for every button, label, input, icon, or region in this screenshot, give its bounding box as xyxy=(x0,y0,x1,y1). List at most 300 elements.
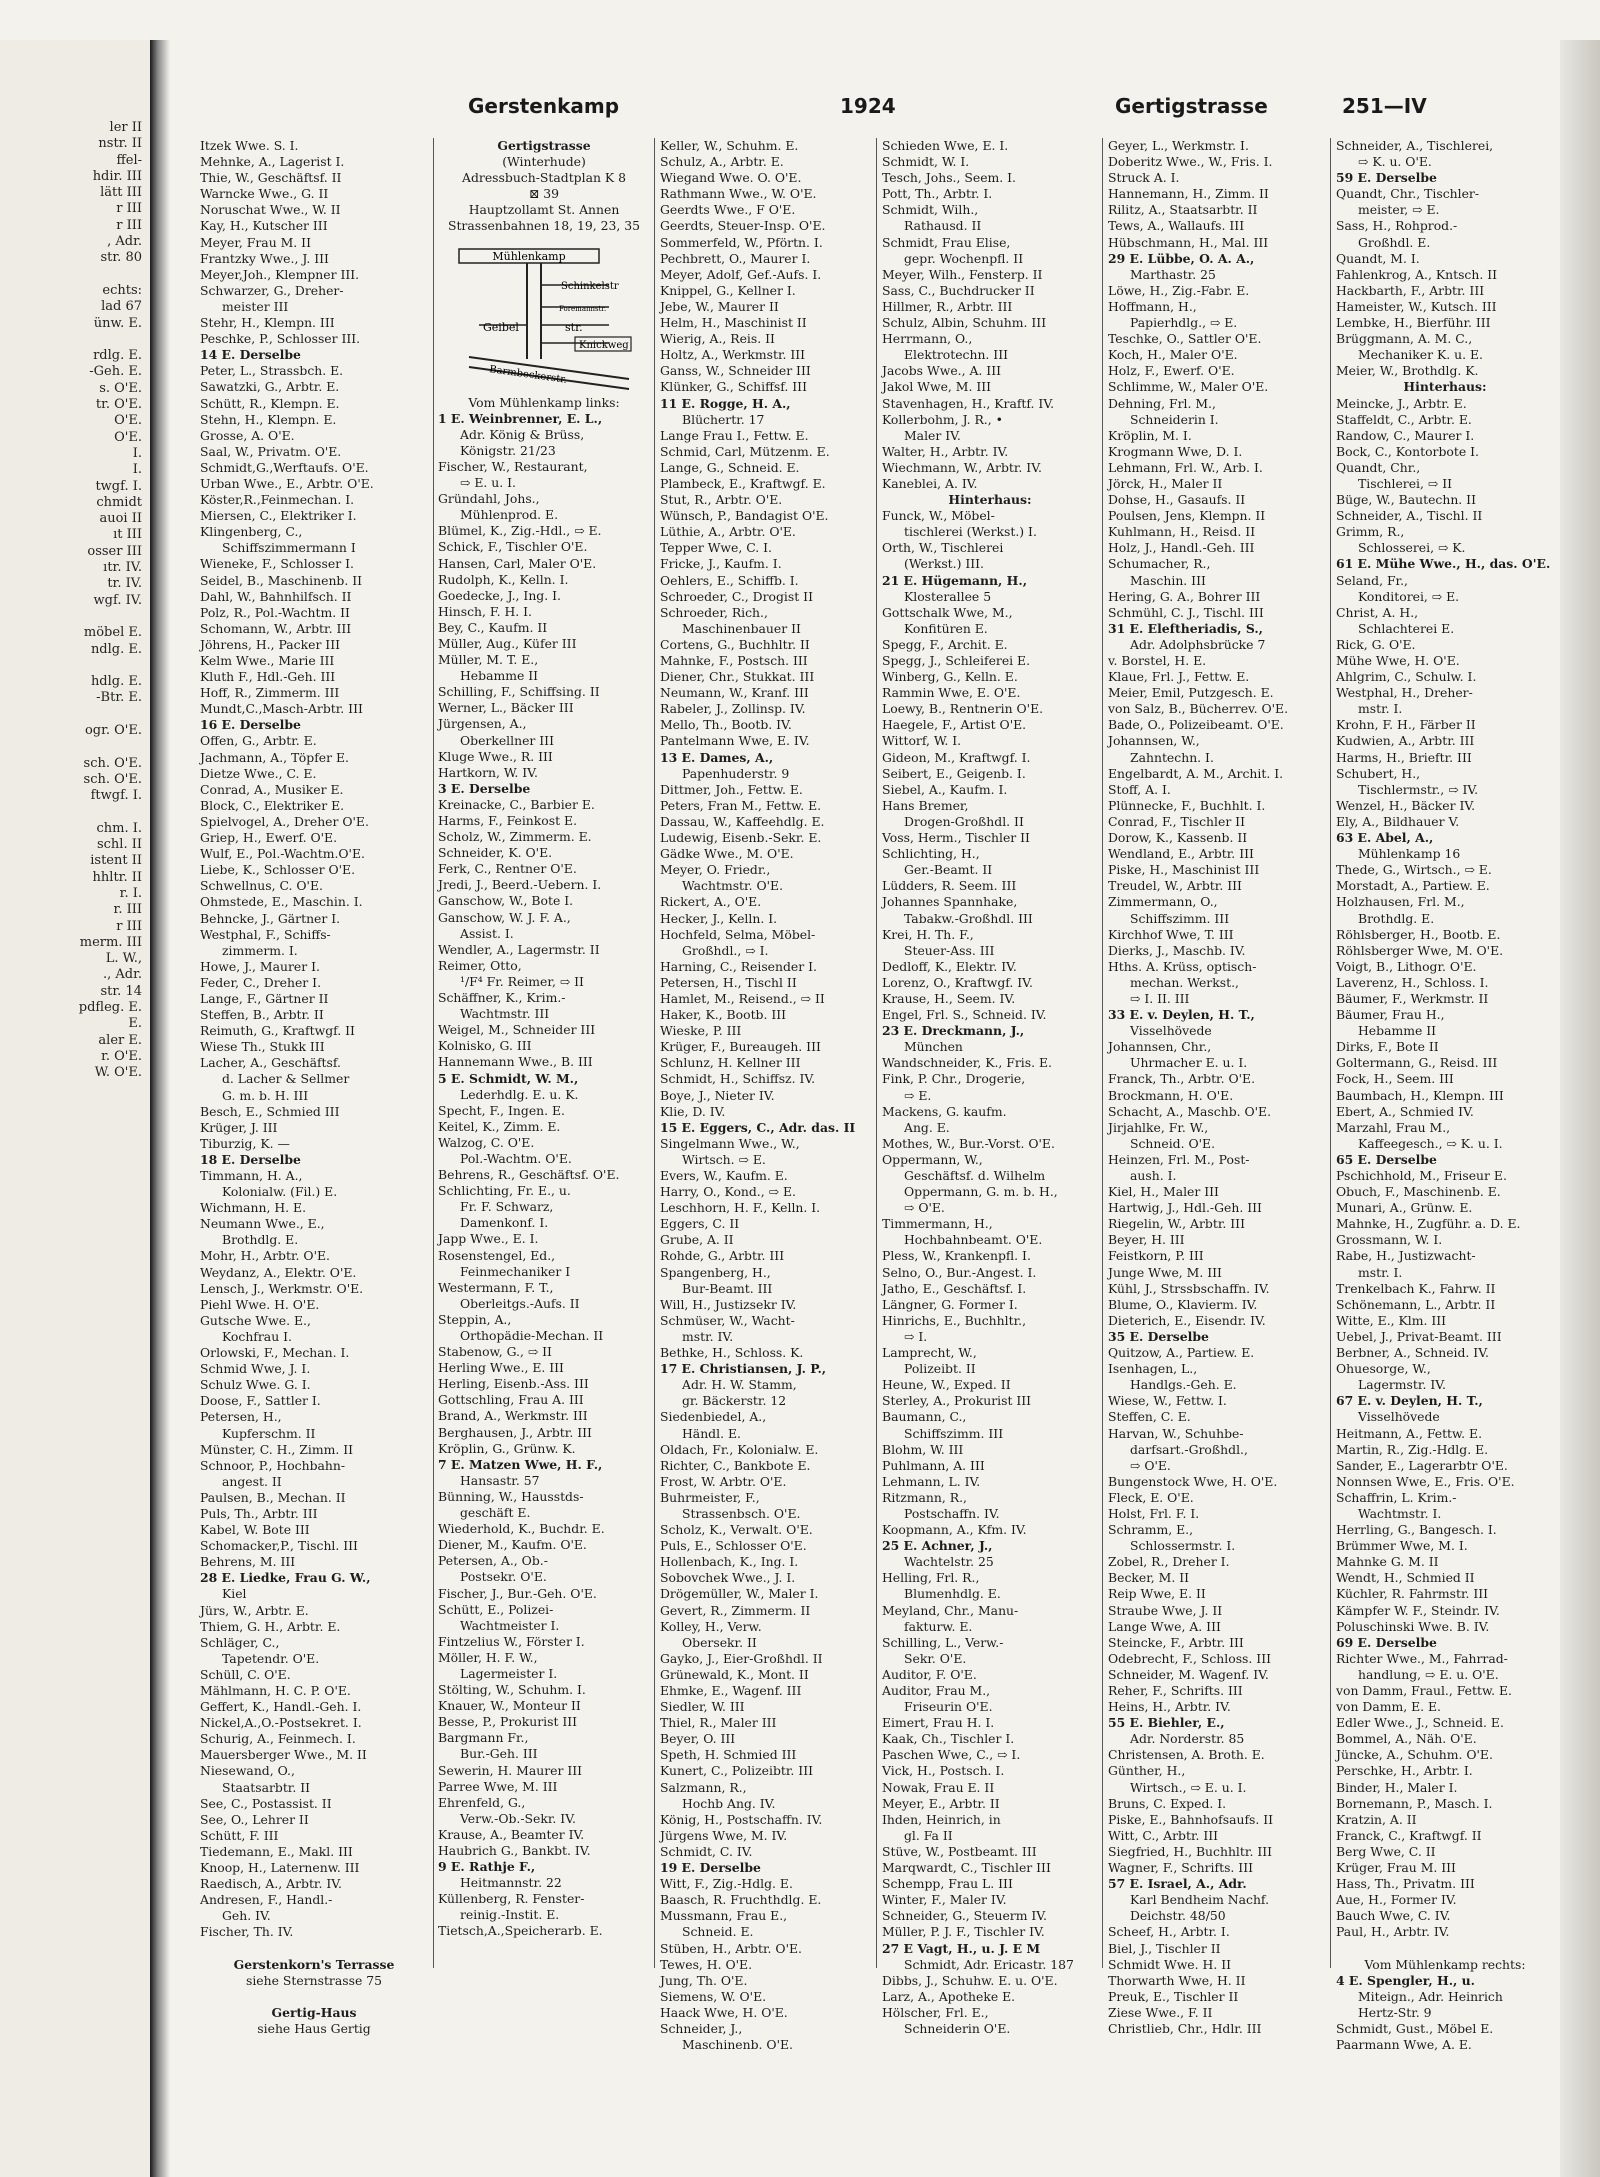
directory-entry: Schmidt, Wilh., xyxy=(882,202,979,218)
entry-continuation: Kochfrau I. xyxy=(222,1328,292,1344)
entry-continuation: Visselhövede xyxy=(1130,1023,1212,1039)
book-gutter xyxy=(150,40,170,2177)
directory-entry: Koopmann, A., Kfm. IV. xyxy=(882,1522,1027,1538)
directory-entry: Boye, J., Nieter IV. xyxy=(660,1087,775,1103)
entry-continuation: Visselhövede xyxy=(1358,1409,1440,1425)
directory-entry: Paschen Wwe, C., ⇨ I. xyxy=(882,1747,1021,1763)
directory-entry: Wandschneider, K., Fris. E. xyxy=(882,1055,1052,1071)
directory-entry: Hinsch, F. H. I. xyxy=(438,603,532,619)
entry-continuation: gl. Fa II xyxy=(904,1827,953,1843)
facing-page-line: schl. II xyxy=(96,837,142,853)
directory-entry: Küchler, R. Fahrmstr. III xyxy=(1336,1586,1489,1602)
directory-entry: Teschke, O., Sattler O'E. xyxy=(1108,331,1262,347)
directory-entry: Siedler, W. III xyxy=(660,1699,745,1715)
directory-entry: Lange Wwe, A. III xyxy=(1108,1618,1221,1634)
directory-entry: Schlunz, H. Kellner III xyxy=(660,1055,801,1071)
directory-entry: Larz, A., Apotheke E. xyxy=(882,1988,1016,2004)
directory-entry: Schneider, M. Wagenf. IV. xyxy=(1108,1666,1269,1682)
directory-entry xyxy=(200,1941,428,1957)
directory-entry: Schläger, C., xyxy=(200,1634,280,1650)
directory-entry: Petersen, A., Ob.- xyxy=(438,1553,548,1569)
directory-entry: Winberg, G., Kelln. E. xyxy=(882,669,1018,685)
directory-entry: Westphal, F., Schiffs- xyxy=(200,926,331,942)
directory-entry: Wittorf, W. I. xyxy=(882,733,962,749)
directory-entry: Krause, H., Seem. IV. xyxy=(882,990,1016,1006)
directory-entry: Schmidt, H., Schiffsz. IV. xyxy=(660,1071,816,1087)
running-header xyxy=(200,90,1555,126)
directory-entry: Müller, M. T. E., xyxy=(438,652,539,668)
directory-entry: Kollerbohm, J. R., • xyxy=(882,411,1003,427)
directory-entry: Paul, H., Arbtr. IV. xyxy=(1336,1924,1450,1940)
directory-entry: Mehnke, A., Lagerist I. xyxy=(200,154,345,170)
directory-entry: Treudel, W., Arbtr. III xyxy=(1108,878,1242,894)
directory-entry: Lüdders, R. Seem. III xyxy=(882,878,1017,894)
directory-entry: Heins, H., Arbtr. IV. xyxy=(1108,1699,1231,1715)
entry-continuation: Friseurin O'E. xyxy=(904,1699,993,1715)
directory-entry: Piske, H., Maschinist III xyxy=(1108,862,1260,878)
directory-entry: Schönemann, L., Arbtr. II xyxy=(1336,1296,1496,1312)
directory-entry: Schulz, Albin, Schuhm. III xyxy=(882,315,1047,331)
entry-continuation: Schneiderin O'E. xyxy=(904,2020,1011,2036)
directory-entry: Lange, F., Gärtner II xyxy=(200,990,329,1006)
directory-entry: Lange, G., Schneid. E. xyxy=(660,459,800,475)
directory-entry: Mackens, G. kaufm. xyxy=(882,1103,1007,1119)
directory-entry: Spangenberg, H., xyxy=(660,1264,771,1280)
directory-entry: Biel, J., Tischler II xyxy=(1108,1940,1221,1956)
directory-entry: Hans Bremer, xyxy=(882,797,969,813)
directory-entry: Küllenberg, R. Fenster- xyxy=(438,1891,585,1907)
directory-entry: Wieneke, F., Schlosser I. xyxy=(200,556,354,572)
directory-entry: Hameister, W., Kutsch. III xyxy=(1336,298,1497,314)
entry-continuation: Drogen-Großhdl. II xyxy=(904,813,1024,829)
directory-entry: Kreinacke, C., Barbier E. xyxy=(438,796,595,812)
entry-continuation: Kiel xyxy=(222,1586,247,1602)
directory-entry: Harms, H., Brieftr. III xyxy=(1336,749,1472,765)
house-number-entry: 55 E. Biehler, E., xyxy=(1108,1715,1225,1731)
directory-entry: Siedenbiedel, A., xyxy=(660,1409,767,1425)
entry-continuation: tischlerei (Werkst.) I. xyxy=(904,524,1037,540)
directory-entry: Behrens, R., Geschäftsf. O'E. xyxy=(438,1167,620,1183)
directory-entry: Christensen, A. Broth. E. xyxy=(1108,1747,1265,1763)
directory-entry: Schilling, F., Schiffsing. II xyxy=(438,684,600,700)
directory-entry: Grosse, A. O'E. xyxy=(200,427,295,443)
directory-entry: Kuhlmann, H., Reisd. II xyxy=(1108,524,1256,540)
directory-entry: Mello, Th., Bootb. IV. xyxy=(660,717,792,733)
directory-entry: Meyer, Adolf, Gef.-Aufs. I. xyxy=(660,266,822,282)
directory-entry: Offen, G., Arbtr. E. xyxy=(200,733,317,749)
directory-entry: Feder, C., Dreher I. xyxy=(200,974,322,990)
directory-entry: Ely, A., Bildhauer V. xyxy=(1336,813,1460,829)
entry-continuation: darfsart.-Großhdl., xyxy=(1130,1441,1248,1457)
directory-entry: Kluge Wwe., R. III xyxy=(438,748,553,764)
directory-entry: Kröplin, M. I. xyxy=(1108,427,1192,443)
facing-page-line: tr. IV. xyxy=(107,576,142,592)
entry-continuation: Ger.-Beamt. II xyxy=(904,862,993,878)
directory-entry: Dedloff, K., Elektr. IV. xyxy=(882,958,1017,974)
entry-continuation: Tabakw.-Großhdl. III xyxy=(904,910,1033,926)
entry-continuation: Lagermstr. IV. xyxy=(1358,1377,1446,1393)
directory-entry: Jirjahlke, Fr. W., xyxy=(1108,1119,1209,1135)
directory-entry: Salzmann, R., xyxy=(660,1779,747,1795)
directory-entry: Lamprecht, W., xyxy=(882,1345,977,1361)
entry-continuation: Schlosserei, ⇨ K. xyxy=(1358,540,1466,556)
directory-entry: Steppin, A., xyxy=(438,1311,512,1327)
directory-entry: Hinrichs, E., Buchhltr., xyxy=(882,1312,1027,1328)
directory-entry: Behrens, M. III xyxy=(200,1554,296,1570)
directory-entry: Rathmann Wwe., W. O'E. xyxy=(660,186,817,202)
directory-entry: Reip Wwe, E. II xyxy=(1108,1586,1206,1602)
directory-entry: Blume, O., Klavierm. IV. xyxy=(1108,1296,1258,1312)
directory-entry: Jöhrens, H., Packer III xyxy=(200,636,340,652)
directory-entry: Tesch, Johs., Seem. I. xyxy=(882,170,1016,186)
directory-entry: Holz, J., Handl.-Geh. III xyxy=(1108,540,1255,556)
directory-entry: Heinzen, Frl. M., Post- xyxy=(1108,1151,1250,1167)
directory-entry: Stüben, H., Arbtr. O'E. xyxy=(660,1940,802,1956)
directory-entry: Pantelmann Wwe, E. IV. xyxy=(660,733,810,749)
entry-continuation: handlung, ⇨ E. u. O'E. xyxy=(1358,1666,1499,1682)
directory-entry: Kaak, Ch., Tischler I. xyxy=(882,1731,1015,1747)
directory-entry: Schwellnus, C. O'E. xyxy=(200,878,323,894)
directory-entry: Sobovchek Wwe., J. I. xyxy=(660,1570,796,1586)
directory-entry: Timmermann, H., xyxy=(882,1216,993,1232)
entry-continuation: Hertz-Str. 9 xyxy=(1358,2004,1432,2020)
directory-entry: Neumann, W., Kranf. III xyxy=(660,685,809,701)
directory-entry: Schmidt, Frau Elise, xyxy=(882,234,1011,250)
directory-entry: Geyer, L., Werkmstr. I. xyxy=(1108,138,1249,153)
house-number-entry: 18 E. Derselbe xyxy=(200,1151,301,1167)
directory-entry: Hamlet, M., Reisend., ⇨ II xyxy=(660,990,825,1006)
directory-entry: Ganschow, W., Bote I. xyxy=(438,893,574,909)
street-map xyxy=(439,239,649,389)
directory-entry: Grossmann, W. I. xyxy=(1336,1232,1443,1248)
directory-entry: Binder, H., Maler I. xyxy=(1336,1779,1458,1795)
directory-entry: Schmidt, C. IV. xyxy=(660,1843,753,1859)
directory-entry: Raedisch, A., Arbtr. IV. xyxy=(200,1876,342,1892)
directory-entry: Geerdts Wwe., F O'E. xyxy=(660,202,796,218)
directory-entry: Polz, R., Pol.-Wachtm. II xyxy=(200,604,350,620)
directory-entry: Bäumer, Frau H., xyxy=(1336,1007,1445,1023)
facing-page-line: merm. III xyxy=(79,934,142,950)
section-note: Strassenbahnen 18, 19, 23, 35 xyxy=(447,218,641,234)
directory-entry: Fischer, Th. IV. xyxy=(200,1924,294,1940)
entry-continuation: ⇨ O'E. xyxy=(904,1200,945,1216)
directory-entry: Sterley, A., Prokurist III xyxy=(882,1393,1032,1409)
directory-entry: Preuk, E., Tischler II xyxy=(1108,1988,1239,2004)
directory-entry: Perschke, H., Arbtr. I. xyxy=(1336,1763,1473,1779)
page-edge xyxy=(1560,40,1600,2177)
entry-continuation: Hebamme II xyxy=(1358,1023,1437,1039)
directory-entry: Meincke, J., Arbtr. E. xyxy=(1336,395,1467,411)
directory-entry: Oppermann, W., xyxy=(882,1151,983,1167)
directory-entry: Thede, G., Wirtsch., ⇨ E. xyxy=(1336,862,1492,878)
directory-entry: Witt, C., Arbtr. III xyxy=(1108,1827,1219,1843)
directory-entry: Stabenow, G., ⇨ II xyxy=(438,1344,552,1360)
entry-continuation: Schneiderin I. xyxy=(1130,411,1219,427)
directory-entry: Petersen, H., Tischl II xyxy=(660,974,797,990)
directory-entry: Wenzel, H., Bäcker IV. xyxy=(1336,797,1476,813)
directory-entry: Zobel, R., Dreher I. xyxy=(1108,1554,1230,1570)
directory-entry: Gottschling, Frau A. III xyxy=(438,1392,584,1408)
directory-entry: Griep, H., Ewerf. O'E. xyxy=(200,830,338,846)
directory-entry: Richter Wwe., M., Fahrrad- xyxy=(1336,1650,1508,1666)
entry-continuation: Kolonialw. (Fil.) E. xyxy=(222,1184,338,1200)
house-number-entry: 15 E. Eggers, C., Adr. das. II xyxy=(660,1119,856,1135)
directory-entry: Schomann, W., Arbtr. III xyxy=(200,620,352,636)
directory-entry: Cortens, G., Buchhltr. II xyxy=(660,636,810,652)
directory-entry: Voss, Herm., Tischler II xyxy=(882,830,1030,846)
directory-entry: Röhlsberger, H., Bootb. E. xyxy=(1336,926,1501,942)
directory-entry: Riegelin, W., Arbtr. III xyxy=(1108,1216,1245,1232)
facing-page-line xyxy=(0,609,142,625)
entry-continuation: Papierhdlg., ⇨ E. xyxy=(1130,315,1238,331)
directory-entry: Dierks, J., Maschb. IV. xyxy=(1108,942,1246,958)
directory-entry: Bauch Wwe, C. IV. xyxy=(1336,1908,1451,1924)
directory-entry: Schneider, G., Steuerm IV. xyxy=(882,1908,1047,1924)
entry-continuation: Obersekr. II xyxy=(682,1634,757,1650)
directory-entry: Auditor, F. O'E. xyxy=(882,1666,977,1682)
directory-entry: Grimm, R., xyxy=(1336,524,1405,540)
directory-entry: Wichmann, H. E. xyxy=(200,1200,307,1216)
entry-continuation: angest. II xyxy=(222,1473,282,1489)
directory-entry: Dohse, H., Gasaufs. II xyxy=(1108,492,1246,508)
directory-entry: Odebrecht, F., Schloss. III xyxy=(1108,1650,1271,1666)
directory-entry: Jachmann, A., Töpfer E. xyxy=(200,749,349,765)
directory-column-3 xyxy=(660,138,872,2053)
entry-continuation: Königstr. 21/23 xyxy=(460,442,556,458)
house-number-entry: 11 E. Rogge, H. A., xyxy=(660,395,791,411)
entry-continuation: gr. Bäckerstr. 12 xyxy=(682,1393,787,1409)
section-heading: Gertig-Haus xyxy=(271,2004,357,2020)
directory-entry: Oldach, Fr., Kolonialw. E. xyxy=(660,1441,819,1457)
entry-continuation: Maschinenbauer II xyxy=(682,620,801,636)
directory-entry: Meier, W., Brothdlg. K. xyxy=(1336,363,1479,379)
directory-entry: Meyer, Wilh., Fensterp. II xyxy=(882,266,1043,282)
directory-entry: Haubrich G., Bankbt. IV. xyxy=(438,1843,591,1858)
directory-entry: Winter, F., Maler IV. xyxy=(882,1892,1007,1908)
directory-entry: Bungenstock Wwe, H. O'E. xyxy=(1108,1473,1278,1489)
directory-entry: Jung, Th. O'E. xyxy=(660,1972,748,1988)
facing-page-line xyxy=(0,707,142,723)
directory-entry: Herling, Eisenb.-Ass. III xyxy=(438,1376,589,1392)
directory-entry: Gädke Wwe., M. O'E. xyxy=(660,846,794,862)
map-label-schinkelstr: Schinkelstr xyxy=(561,280,619,292)
directory-entry: Wagner, F., Schrifts. III xyxy=(1108,1860,1253,1876)
directory-entry: Berbner, A., Schneid. IV. xyxy=(1336,1345,1489,1361)
directory-entry: Niesewand, O., xyxy=(200,1763,295,1779)
facing-page-line: O'E. xyxy=(114,429,142,445)
facing-page-line: sch. O'E. xyxy=(83,771,142,787)
directory-entry: Weydanz, A., Elektr. O'E. xyxy=(200,1264,357,1280)
facing-page-line: chmidt xyxy=(96,494,142,510)
house-number-entry: 59 E. Derselbe xyxy=(1336,170,1437,186)
directory-entry: Auditor, Frau M., xyxy=(882,1683,991,1698)
section-note: ⊠ 39 xyxy=(528,186,560,202)
directory-entry: Uebel, J., Privat-Beamt. III xyxy=(1336,1328,1502,1344)
facing-page-line: L. W., xyxy=(105,951,142,967)
directory-entry: Jüncke, A., Schuhm. O'E. xyxy=(1336,1747,1493,1763)
directory-entry: Urban Wwe., E., Arbtr. O'E. xyxy=(200,475,374,491)
entry-continuation: Ang. E. xyxy=(904,1119,950,1135)
directory-entry: Haegele, F., Artist O'E. xyxy=(882,717,1027,733)
directory-entry: Holtz, A., Werkmstr. III xyxy=(660,347,806,363)
entry-continuation: Blüchertr. 17 xyxy=(682,411,765,427)
facing-page-line xyxy=(0,267,142,283)
directory-entry: Ziese Wwe., F. II xyxy=(1108,2004,1213,2020)
directory-entry: Münster, C. H., Zimm. II xyxy=(200,1441,354,1457)
directory-entry: Rohde, G., Arbtr. III xyxy=(660,1248,785,1264)
directory-entry: Loewy, B., Rentnerin O'E. xyxy=(882,701,1044,717)
directory-entry: Miersen, C., Elektriker I. xyxy=(200,508,357,524)
entry-continuation: Orthopädie-Mechan. II xyxy=(460,1328,604,1343)
header-right-street: Gertigstrasse xyxy=(1115,94,1268,118)
directory-entry: Schurig, A., Feinmech. I. xyxy=(200,1731,356,1747)
directory-entry: Krogmann Wwe, D. I. xyxy=(1108,443,1243,459)
facing-page-line: lätt III xyxy=(100,185,142,201)
house-number-entry: 27 E Vagt, H., u. J. E M xyxy=(882,1940,1041,1956)
directory-entry: Thie, W., Geschäftsf. II xyxy=(200,170,342,186)
directory-entry: Herling Wwe., E. III xyxy=(438,1360,564,1376)
directory-entry: Hoffmann, H., xyxy=(1108,298,1197,314)
directory-entry: Schmidt, Gust., Möbel E. xyxy=(1336,2020,1494,2036)
directory-entry: Orth, W., Tischlerei xyxy=(882,540,1004,556)
directory-entry: Pschichhold, M., Friseur E. xyxy=(1336,1168,1507,1183)
directory-entry: Bey, C., Kaufm. II xyxy=(438,619,548,635)
directory-entry: Schneider, A., Tischl. II xyxy=(1336,508,1483,524)
entry-continuation: Schlachterei E. xyxy=(1358,620,1455,636)
directory-entry: Fahlenkrog, A., Kntsch. II xyxy=(1336,266,1498,282)
house-number-entry: 25 E. Achner, J., xyxy=(882,1538,993,1554)
directory-entry: Kabel, W. Bote III xyxy=(200,1522,310,1538)
entry-continuation: Adr. König & Brüss, xyxy=(460,426,585,442)
directory-entry: Ganschow, W. J. F. A., xyxy=(438,909,571,925)
directory-entry: Rabeler, J., Zollinsp. IV. xyxy=(660,701,806,717)
directory-entry: Klie, D. IV. xyxy=(660,1103,726,1119)
directory-entry: Krause, A., Beamter IV. xyxy=(438,1826,585,1842)
directory-entry: Christ, A. H., xyxy=(1336,604,1419,620)
directory-entry: Jacobs Wwe., A. III xyxy=(882,363,1001,379)
directory-entry: Tietsch,A.,Speicherarb. E. xyxy=(438,1923,603,1939)
directory-entry: Randow, C., Maurer I. xyxy=(1336,427,1475,443)
directory-entry: See, C., Postassist. II xyxy=(200,1795,332,1811)
entry-continuation: ⇨ E. xyxy=(904,1087,932,1103)
directory-entry: Wünsch, P., Bandagist O'E. xyxy=(660,508,829,524)
directory-entry: Haack Wwe, H. O'E. xyxy=(660,2004,788,2020)
directory-entry: Keitel, K., Zimm. E. xyxy=(438,1118,561,1134)
directory-entry: Hackbarth, F., Arbtr. III xyxy=(1336,282,1485,298)
street-map-drawing xyxy=(439,239,649,389)
directory-entry: Fischer, J., Bur.-Geh. O'E. xyxy=(438,1585,597,1601)
directory-entry: Krüger, F., Bureaugeh. III xyxy=(660,1039,821,1055)
facing-page-line xyxy=(0,739,142,755)
entry-continuation: Heitmannstr. 22 xyxy=(460,1875,562,1891)
facing-page-line: -Btr. E. xyxy=(96,690,142,706)
directory-entry: Wendt, H., Schmied II xyxy=(1336,1570,1475,1586)
facing-page-line: -Geh. E. xyxy=(89,364,142,380)
directory-entry: Rudolph, K., Kelln. I. xyxy=(438,571,569,587)
entry-continuation: Wachtelstr. 25 xyxy=(904,1554,994,1570)
directory-entry: Rosenstengel, Ed., xyxy=(438,1247,556,1263)
directory-entry: Aue, H., Former IV. xyxy=(1336,1892,1457,1908)
entry-continuation: Tapetendr. O'E. xyxy=(222,1650,320,1666)
entry-continuation: Verw.-Ob.-Sekr. IV. xyxy=(460,1810,576,1826)
section-heading: Hinterhaus: xyxy=(1403,379,1487,395)
facing-page-text xyxy=(0,40,150,1082)
directory-entry: Schubert, H., xyxy=(1336,765,1421,781)
facing-page-line: hdir. III xyxy=(92,168,142,184)
directory-entry: Reimer, Otto, xyxy=(438,957,522,973)
directory-entry: Tews, A., Wallaufs. III xyxy=(1108,218,1245,234)
directory-entry: Brand, A., Werkmstr. III xyxy=(438,1408,588,1424)
directory-entry: Steincke, F., Arbtr. III xyxy=(1108,1634,1244,1650)
directory-entry: Wiese Th., Stukk III xyxy=(200,1039,325,1055)
directory-entry: Franck, C., Kraftwgf. II xyxy=(1336,1827,1482,1843)
directory-entry: Mohr, H., Arbtr. O'E. xyxy=(200,1248,330,1264)
house-number-entry: 29 E. Lübbe, O. A. A., xyxy=(1108,250,1255,266)
directory-entry: Blümel, K., Zig.-Hdl., ⇨ E. xyxy=(438,523,602,539)
directory-entry: Engelbardt, A. M., Archit. I. xyxy=(1108,765,1284,781)
directory-entry: Plünnecke, F., Buchhlt. I. xyxy=(1108,797,1266,813)
directory-entry: Leschhorn, H. F., Kelln. I. xyxy=(660,1200,821,1216)
directory-entry: Mahnke G. M. II xyxy=(1336,1554,1439,1570)
directory-entry: Mussmann, Frau E., xyxy=(660,1908,788,1924)
directory-entry: Hartkorn, W. IV. xyxy=(438,764,538,780)
entry-continuation: Wachtmeister I. xyxy=(460,1617,560,1633)
facing-page-line: ffel- xyxy=(116,152,142,168)
entry-continuation: Brothdlg. E. xyxy=(1358,910,1435,926)
directory-entry: Schacht, A., Maschb. O'E. xyxy=(1108,1103,1272,1119)
directory-entry: Holz, F., Ewerf. O'E. xyxy=(1108,363,1235,379)
entry-continuation: Bur-Beamt. III xyxy=(682,1280,773,1296)
column-rule xyxy=(1330,138,1331,1968)
directory-entry: Voigt, B., Lithogr. O'E. xyxy=(1336,958,1477,974)
directory-entry: Kirchhof Wwe, T. III xyxy=(1108,926,1234,942)
directory-entry: Spielvogel, A., Dreher O'E. xyxy=(200,813,369,829)
directory-entry: Wiederhold, K., Buchdr. E. xyxy=(438,1521,605,1537)
directory-entry: Röhlsberger Wwe, M. O'E. xyxy=(1336,942,1504,958)
directory-entry: Baumbach, H., Klempn. III xyxy=(1336,1087,1504,1103)
directory-entry: Sass, C., Buchdrucker II xyxy=(882,282,1035,298)
directory-entry: Schlimme, W., Maler O'E. xyxy=(1108,379,1269,395)
entry-continuation: Oberleitgs.-Aufs. II xyxy=(460,1295,580,1311)
entry-continuation: gepr. Wochenpfl. II xyxy=(904,250,1024,266)
directory-entry: Grube, A. II xyxy=(660,1232,734,1248)
directory-entry: Schick, F., Tischler O'E. xyxy=(438,539,588,555)
facing-page-line: hdlg. E. xyxy=(90,674,142,690)
header-left-street: Gerstenkamp xyxy=(468,94,620,118)
entry-continuation: Hochbahnbeamt. O'E. xyxy=(904,1232,1043,1248)
entry-continuation: Damenkonf. I. xyxy=(460,1215,549,1231)
directory-entry: Bethke, H., Schloss. K. xyxy=(660,1345,804,1361)
section-note: siehe Haus Gertig xyxy=(257,2020,371,2036)
entry-continuation: Bur.-Geh. III xyxy=(460,1746,538,1762)
directory-entry: Walter, H., Arbtr. IV. xyxy=(882,443,1009,459)
directory-entry: Holst, Frl. F. I. xyxy=(1108,1505,1200,1521)
directory-entry: Hillmer, R., Arbtr. III xyxy=(882,298,1013,314)
directory-entry: Dibbs, J., Schuhw. E. u. O'E. xyxy=(882,1972,1058,1988)
entry-continuation: Postschaffn. IV. xyxy=(904,1505,1000,1521)
directory-entry: Stölting, W., Schuhm. I. xyxy=(438,1682,586,1698)
directory-entry: Scholz, W., Zimmerm. E. xyxy=(438,829,592,845)
entry-continuation: Maler IV. xyxy=(904,427,961,443)
house-number-entry: 21 E. Hügemann, H., xyxy=(882,572,1028,588)
directory-entry: Witt, F., Zig.-Hdlg. E. xyxy=(660,1876,793,1892)
entry-continuation: Konditorei, ⇨ E. xyxy=(1358,588,1460,604)
directory-entry: Saal, W., Privatm. O'E. xyxy=(200,443,342,459)
directory-entry: Itzek Wwe. S. I. xyxy=(200,138,299,153)
directory-entry: Hannemann Wwe., B. III xyxy=(438,1054,593,1070)
directory-entry: Obuch, F., Maschinenb. E. xyxy=(1336,1184,1501,1200)
directory-entry: Herrling, G., Bangesch. I. xyxy=(1336,1522,1497,1538)
